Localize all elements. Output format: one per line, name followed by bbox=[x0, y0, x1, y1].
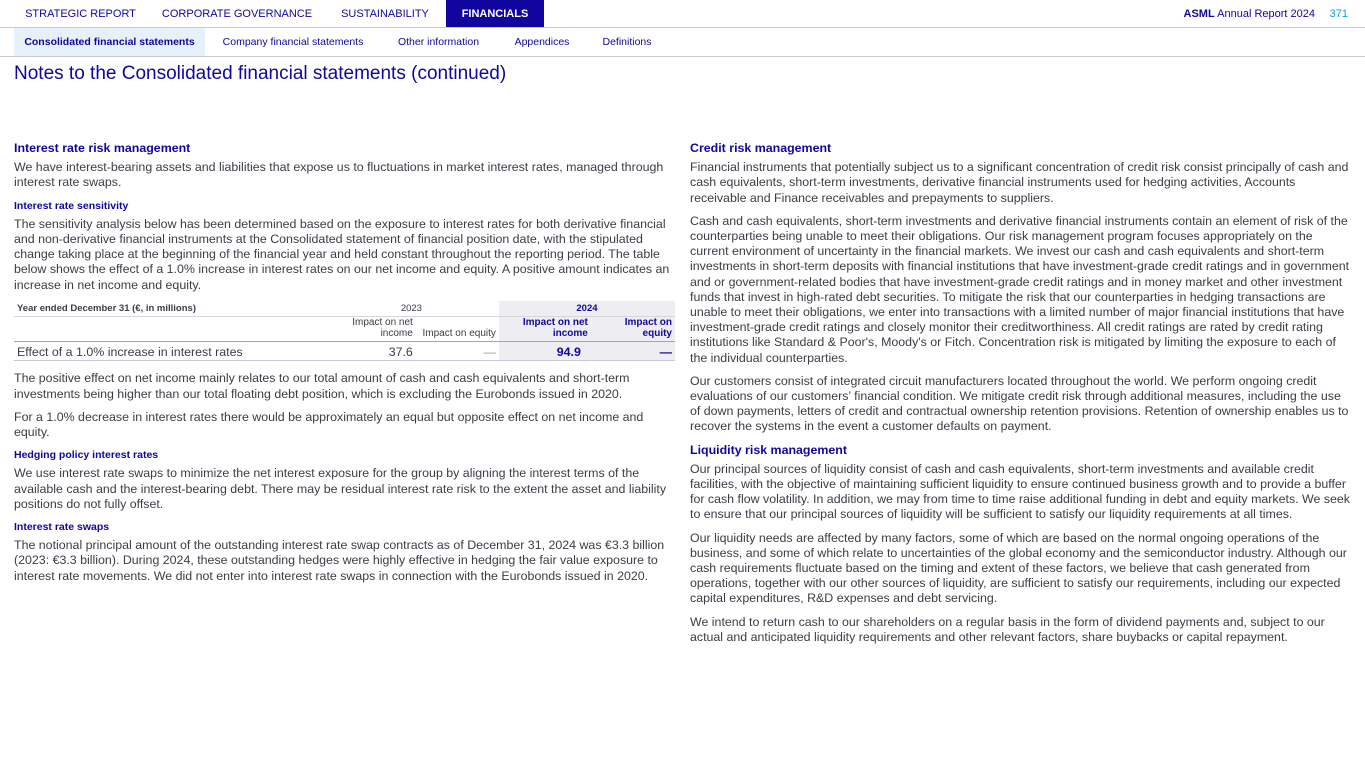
cell-value: 37.6 bbox=[324, 342, 416, 361]
paragraph: The sensitivity analysis below has been determined based on the exposure to interest rates for both derivative financial and non-derivative financial instruments at the Consolidated statement of financial position date, with the stipulated change taking place at the beginning of the financial year and held constant throughout the reporting period. The table below shows the effect of a 1.0% increase in interest rates on our net income and equity. A positive amount indicates an increase in net income and equity. bbox=[14, 216, 670, 292]
col-equity-2023: Impact on equity bbox=[416, 317, 499, 342]
paragraph: For a 1.0% decrease in interest rates there would be approximately an equal but opposite effect on net income and equity. bbox=[14, 409, 644, 439]
sensitivity-table bbox=[14, 301, 675, 362]
paragraph: Our principal sources of liquidity consist of cash and cash equivalents, short-term investments and available credit facilities, with the objective of maintaining sufficient liquidity to ensure continued business growth and to provide a buffer for cash flow volatility. In addition, we may from time to time raise additional funding in debt and equity markets. We seek to ensure that our principal sources of liquidity will be sufficient to satisfy our liquidity requirements at all times. bbox=[690, 461, 1351, 522]
year-2023-header: 2023 bbox=[324, 301, 499, 317]
heading-credit-risk: Credit risk management bbox=[690, 141, 832, 155]
subtab-definitions[interactable]: Definitions bbox=[602, 36, 652, 48]
tab-strategic-report[interactable]: STRATEGIC REPORT bbox=[25, 8, 136, 20]
page-title: Notes to the Consolidated financial statements (continued) bbox=[14, 63, 507, 84]
subtab-company[interactable]: Company financial statements bbox=[222, 36, 364, 48]
year-2024-header: 2024 bbox=[499, 301, 675, 317]
paragraph: We intend to return cash to our shareholders on a regular basis in the form of dividend payments and, subject to our actual and anticipated liquidity requirements and other relevant factors, share buybacks or capital repayment. bbox=[690, 614, 1325, 644]
paragraph: Our customers consist of integrated circuit manufacturers located throughout the world. We perform ongoing credit evaluations of our customers’ financial condition. We mitigate credit risk through additional measures, including the use of down payments, letters of credit and contractual ownership retention provisions. Retention of ownership enables us to recover the systems in the event a customer defaults on payment. bbox=[690, 373, 1349, 434]
col-net-income-2024: Impact on net income bbox=[499, 317, 591, 342]
heading-interest-rate-risk: Interest rate risk management bbox=[14, 141, 191, 155]
paragraph: We have interest-bearing assets and liabilities that expose us to fluctuations in market interest rates, managed through interest rate swaps. bbox=[14, 160, 664, 190]
col-equity-2024: Impact on equity bbox=[591, 317, 675, 342]
table-caption: Year ended December 31 (€, in millions) bbox=[14, 301, 324, 317]
heading-liquidity-risk: Liquidity risk management bbox=[690, 442, 847, 457]
paragraph: Financial instruments that potentially subject us to a significant concentration of credit risk consist principally of cash and cash equivalents, short-term investments, derivative financial instruments used for hedging activities, Accounts receivable and Finance receivables and prepayments to suppliers. bbox=[690, 160, 1349, 205]
paragraph: We use interest rate swaps to minimize the net interest exposure for the group by aligning the interest terms of the available cash and the interest-bearing debt. There may be residual interest rate risk to the extent the asset and liability positions do not fully offset. bbox=[14, 466, 667, 511]
sub-navigation bbox=[0, 28, 1365, 57]
cell-value: — bbox=[416, 342, 499, 361]
tab-sustainability[interactable]: SUSTAINABILITY bbox=[341, 8, 429, 20]
cell-value: — bbox=[591, 342, 675, 361]
heading-interest-rate-sensitivity: Interest rate sensitivity bbox=[14, 199, 129, 212]
paragraph: The positive effect on net income mainly relates to our total amount of cash and cash equivalents and short-term investments being higher than our total floating debt position, which is excluding the Eurobonds issued in 2020. bbox=[14, 371, 630, 401]
subtab-appendices[interactable]: Appendices bbox=[514, 36, 570, 48]
tab-corporate-governance[interactable]: CORPORATE GOVERNANCE bbox=[161, 8, 313, 20]
table-row bbox=[14, 342, 675, 361]
subtab-consolidated[interactable]: Consolidated financial statements bbox=[14, 28, 205, 56]
right-column bbox=[690, 141, 1354, 653]
paragraph: The notional principal amount of the outstanding interest rate swap contracts as of December 31, 2024 was €3.3 billion (2023: €3.3 billion). During 2024, these outstanding hedges were highly effective in hedging the fair value exposure to interest rate movements. We did not enter into interest rate swaps in connection with the Eurobonds issued in 2020. bbox=[14, 538, 665, 583]
empty-cell bbox=[14, 317, 324, 342]
cell-value: 94.9 bbox=[499, 342, 591, 361]
heading-interest-rate-swaps: Interest rate swaps bbox=[14, 520, 110, 533]
report-brand bbox=[1184, 0, 1315, 29]
paragraph: Cash and cash equivalents, short-term investments and derivative financial instruments contain an element of risk of the counterparties being unable to meet their obligations. Our risk management program focuses appropriately on the current environment of uncertainty in the financial markets. We invest our cash and cash equivalents and short-term investments in short-term deposits with financial institutions that have investment-grade credit ratings and in government and or government-related bodies that have investment-grade credit ratings and in money market and other investment funds that invest in high-rated debt securities. To mitigate the risk that our counterparties in hedging transactions are unable to meet their obligations, we enter into transactions with a limited number of major financial institutions that have investment-grade credit ratings and closely monitor their creditworthiness. All credit ratings are rated by credit rating institutions like Standard & Poor's, Moody's or Fitch. Concentration risk is mitigated by limiting the exposure to each of the individual counterparties. bbox=[690, 213, 1350, 365]
page-number: 371 bbox=[1329, 8, 1348, 20]
left-column bbox=[14, 141, 674, 592]
paragraph: Our liquidity needs are affected by many factors, some of which are based on the normal ongoing operations of the business, and some of which relate to uncertainties of the global economy and the semiconductor industry. Although our cash requirements fluctuate based on the timing and extent of these factors, we believe that cash generated from operations, together with our other sources of liquidity, are sufficient to satisfy our requirements, including our expected capital expenditures, R&D expenses and debt servicing. bbox=[690, 530, 1347, 606]
col-net-income-2023: Impact on net income bbox=[324, 317, 416, 342]
heading-hedging-policy: Hedging policy interest rates bbox=[14, 449, 159, 462]
tab-financials[interactable]: FINANCIALS bbox=[446, 0, 544, 27]
subtab-other-information[interactable]: Other information bbox=[397, 36, 480, 48]
brand-title: Annual Report 2024 bbox=[1214, 8, 1315, 20]
brand-logo-text: ASML bbox=[1183, 8, 1215, 20]
row-label: Effect of a 1.0% increase in interest rates bbox=[14, 342, 324, 361]
top-navigation bbox=[0, 0, 1365, 28]
